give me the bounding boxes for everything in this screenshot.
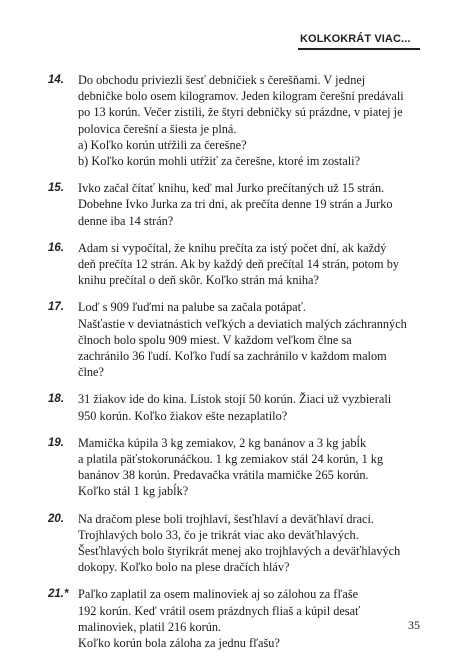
problem-line: Šesťhlavých bolo štyrikrát menej ako trojhlavých a deväťhlavých (78, 544, 401, 559)
problem-14 (48, 72, 426, 169)
problem-line: a) Koľko korún utŕžili za čerešne? (78, 137, 247, 152)
problem-line: člne? (78, 365, 104, 380)
problem-16 (48, 240, 426, 289)
problem-line: dokopy. Koľko bolo na plese dračích hláv? (78, 560, 290, 575)
problem-line: Do obchodu priviezli šesť debničiek s čerešňami. V jednej (78, 73, 366, 87)
problem-text (78, 299, 426, 380)
problem-line: polovica čerešní a šiesta je plná. (78, 121, 237, 136)
problem-line: Loď s 909 ľuďmi na palube sa začala potápať. (78, 300, 306, 315)
problem-line: 950 korún. Koľko žiakov ešte nezaplatilo? (78, 408, 288, 423)
problem-number: 19. (48, 436, 64, 449)
problem-number: 20. (48, 512, 64, 525)
problem-line: Mamička kúpila 3 kg zemiakov, 2 kg banánov a 3 kg jabĺk (78, 435, 367, 450)
problem-number: 14. (48, 74, 64, 86)
problem-text (78, 391, 426, 423)
problem-number: 15. (48, 182, 64, 195)
problem-21 (48, 586, 426, 651)
problem-line: a platila päťstokorunáčkou. 1 kg zemiakov stál 24 korún, 1 kg (78, 452, 384, 467)
problem-line: Paľko zaplatil za osem malinoviek aj so zálohou za fľaše (78, 587, 359, 602)
problem-line: Koľko korún bola záloha za jednu fľašu? (78, 636, 280, 651)
problem-line: debničke bolo osem kilogramov. Jeden kilogram čerešní predávali (78, 89, 404, 104)
header-rule (298, 48, 420, 50)
problem-text (78, 240, 426, 289)
problem-line: Dobehne Ivko Jurka za tri dni, ak prečíta denne 19 strán a Jurko (78, 197, 393, 212)
page-number: 35 (408, 618, 420, 632)
problem-line: denne iba 14 strán? (78, 213, 174, 228)
chapter-title: KOLKOKRÁT VIAC... (300, 33, 411, 45)
problem-text (78, 435, 426, 500)
problem-list (48, 72, 426, 662)
problem-line: Koľko stál 1 kg jabĺk? (78, 484, 189, 499)
problem-number: 16. (48, 241, 64, 254)
problem-line: po 13 korún. Večer zistili, že štyri debničky sú prázdne, v piatej je (78, 105, 403, 120)
problem-text (78, 511, 426, 576)
problem-line: zachránilo 36 ľudí. Koľko ľudí sa zachránilo v každom malom (78, 349, 387, 364)
problem-20 (48, 511, 426, 576)
problem-19 (48, 435, 426, 500)
problem-line: Adam si vypočítal, že knihu prečíta za istý počet dní, ak každý (78, 240, 387, 255)
problem-line: člnoch bolo spolu 909 miest. V každom veľkom člne sa (78, 332, 352, 347)
problem-line: Na dračom plese boli trojhlaví, šesťhlaví a deväťhlaví draci. (78, 511, 374, 526)
problem-number: 18. (48, 393, 64, 406)
problem-line: deň prečíta 12 strán. Ak by každý deň prečítal 14 strán, potom by (78, 257, 399, 272)
problem-line: Trojhlavých bolo 33, čo je trikrát viac ako deväťhlavých. (78, 527, 359, 542)
problem-line: b) Koľko korún mohli utŕžiť za čerešne, ktoré im zostali? (78, 154, 361, 169)
problem-line: malinoviek, platil 216 korún. (78, 619, 222, 634)
problem-text (78, 72, 426, 169)
problem-18 (48, 391, 426, 423)
problem-line: 31 žiakov ide do kina. Lístok stojí 50 korún. Žiaci už vyzbierali (78, 392, 392, 407)
problem-text (78, 180, 426, 229)
problem-line: Ivko začal čítať knihu, keď mal Jurko prečítaných už 15 strán. (78, 181, 385, 196)
problem-text (78, 586, 426, 651)
problem-17 (48, 299, 426, 380)
problem-line: knihu prečítal o deň skôr. Koľko strán má kniha? (78, 273, 319, 288)
problem-15 (48, 180, 426, 229)
problem-number: 17. (48, 301, 64, 314)
problem-line: banánov 38 korún. Predavačka vrátila mamičke 265 korún. (78, 468, 369, 483)
problem-number: 21.* (48, 588, 69, 601)
problem-line: 192 korún. Keď vrátil osem prázdnych fliaš a kúpil desať (78, 603, 361, 618)
problem-line: Našťastie v deviatnástich veľkých a deviatich malých záchranných (78, 316, 407, 331)
